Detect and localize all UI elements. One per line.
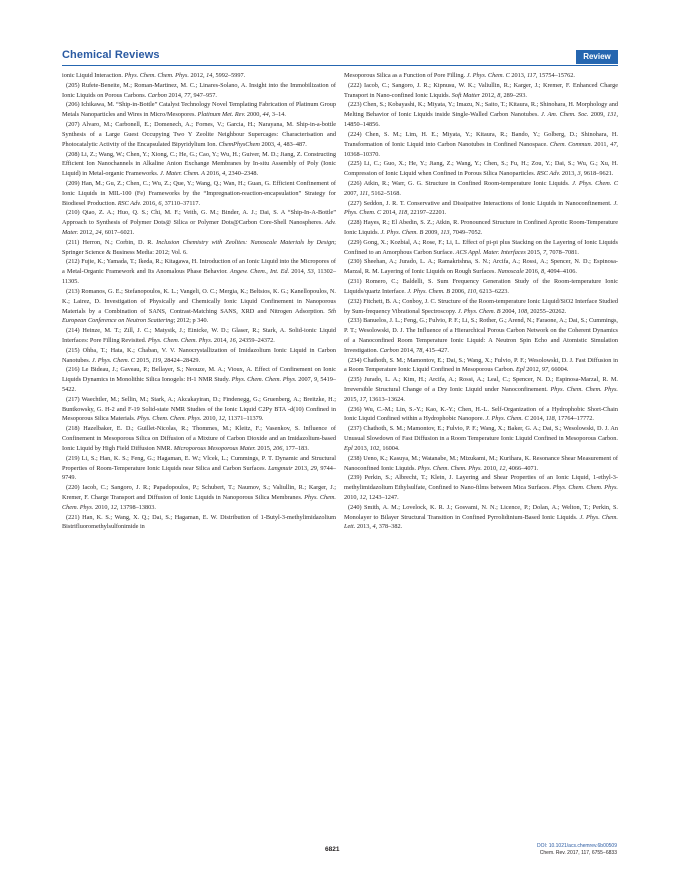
reference-volume: 113, [440, 229, 452, 236]
reference-text: (206) Ichikawa, M. “Ship-in-Bottle” Catalyst Technology Novel Templating Fabrication of Platinum Group Metals Nanoparticles and Wires in Micro/Mesopores. [62, 101, 336, 119]
reference-year: 2014, [381, 209, 399, 217]
reference-text: (208) Li, Z.; Wang, W.; Chen, Y.; Xiong, C.; He, G.; Cao, Y.; Wu, H.; Guiver, M. D.; Jiang, Z. Constructing Efficient Ion Nanochannels in Alkaline Anion Exchange Membranes by In-situ Assembly of Poly (Ionic Liquid) in Metal-organic Frameworks. [62, 150, 336, 178]
reference-text: (219) Li, S.; Han, K. S.; Feng, G.; Hagaman, E. W.; Vlcek, L.; Cummings, P. T. Dynamic and Structural Properties of Room-Temperature Ionic Liquids near Silica and Carbon Surfaces. [62, 454, 336, 472]
reference-journal: Phys. Chem. Chem. Phys. [147, 336, 213, 344]
reference-year: 2016, [141, 199, 159, 207]
reference-year: 2013, [509, 72, 527, 79]
page-number: 6821 [325, 846, 340, 853]
reference-text: (207) Alvaro, M.; Carbonell, E.; Domenech, A.; Fornes, V.; Garcia, H.; Narayana, M. Ship-in-a-bottle Synthesis of a Large Guest Occupying Two Y Zeolite Neighbour Supercages: Characterisation and Photocatalytic Activity of the Encapsulated Bipyridylium Ion. [62, 121, 336, 148]
reference-entry [344, 100, 618, 129]
reference-volume: 206, [273, 444, 284, 452]
reference-journal: J. Phys. Chem. B [457, 307, 501, 315]
reference-year: 2014, [398, 346, 417, 354]
reference-journal: J. Phys. Chem. B [380, 229, 424, 236]
reference-year: 2014, [528, 415, 546, 423]
reference-volume: 14, [206, 72, 214, 79]
reference-volume: 24, [95, 229, 104, 236]
reference-volume: 53, [307, 268, 316, 276]
reference-text: (229) Gong, X.; Kozbial, A.; Rose, F.; Li, L. Effect of pi-pi plus Stacking on the Layering of Ionic Liquids Confined to an Amorphous Carbon Surface. [344, 238, 618, 256]
reference-volume: 131, [607, 111, 618, 119]
reference-entry [344, 277, 618, 297]
reference-entry [344, 316, 618, 355]
reference-journal: RSC Adv. [536, 170, 561, 178]
reference-pages: 11302–11305. [62, 268, 336, 286]
reference-journal: Phys. Chem. Chem. Phys. [137, 415, 202, 423]
reference-text: (215) Ohba, T.; Hata, K.; Chaban, V. V. Nanocrystallization of Imidazolium Ionic Liquid in Carbon Nanotubes. [62, 346, 336, 364]
doi-link[interactable]: DOI: 10.1021/acs.chemrev.6b00509 [537, 843, 617, 849]
journal-citation: Chem. Rev. 2017, 117, 6755−6833 [539, 850, 617, 856]
reference-year: 2015, [255, 444, 274, 452]
reference-journal: Phys. Chem. Chem. Phys. [552, 484, 618, 492]
reference-text: (227) Seddon, J. R. T. Conservative and Dissipative Interactions of Ionic Liquids in Nanoconfinement. [348, 199, 614, 207]
reference-volume: 47, [610, 140, 618, 148]
reference-journal: Phys. Chem. Chem. Phys. [62, 493, 336, 511]
reference-volume: 12, [218, 415, 227, 423]
reference-pages: 5419–5422. [62, 376, 337, 393]
reference-journal: Carbon [147, 91, 167, 99]
reference-pages: 6213–6223. [477, 287, 509, 295]
reference-entry [344, 297, 618, 317]
reference-volume: 78, [416, 346, 424, 354]
reference-year: 2014, [212, 336, 230, 344]
reference-year: 2012, [78, 229, 96, 236]
reference-entry [62, 395, 336, 424]
reference-journal: RSC Adv. [117, 199, 142, 207]
reference-journal: J. Phys. Chem. Lett. [344, 513, 618, 531]
reference-text: (233) Banuelos, J. L.; Feng, G.; Fulvio, P. F.; Li, S.; Rother, G.; Arend, N.; Faraone, A.; Dai, S.; Cummings, P. T.; Wesolowski, D. J. The Influence of a Hierarchical Porous Carbon Network on the Coherent Dynamics of a Nanoconfined Room Temperature Ionic Liquid: A Neutron Spin Echo and Atomistic Simulation Investigation. [344, 317, 618, 354]
reference-entry [62, 483, 336, 512]
reference-year: 2014, [166, 91, 185, 99]
reference-pages: 4066–4071. [507, 464, 539, 472]
reference-journal: Chem. Commun. [549, 140, 593, 148]
reference-entry [62, 120, 336, 149]
reference-journal: Platinum Met. Rev. [197, 111, 246, 119]
reference-text: (231) Romero, C.; Baldelli, S. Sum Frequency Generation Study of the Room-temperature Ionic Liquids/quartz Interface. [344, 278, 618, 295]
reference-pages: 28424–28429. [162, 356, 201, 364]
reference-text: (239) Perkin, S.; Albrecht, T.; Klein, J. Layering and Shear Properties of an Ionic Liquid, 1-ethyl-3-methylimidazolium Ethylsulfate, Confined to Nano-films between Mica Surfaces. [344, 474, 618, 492]
left-column [62, 71, 336, 532]
reference-text: (211) Herron, N.; Corbin, D. R. [66, 238, 157, 246]
reference-pages: 22197–22201. [408, 209, 447, 217]
reference-pages: 9618–9621. [582, 170, 614, 178]
reference-text: (213) Romanos, G. E.; Stefanopoulos, K. L.; Vangeli, O. C.; Mergia, K.; Beltsios, K. G.; Kanellopoulos, N. K.; Lairez, D. Investigation of Physically and Chemically Ionic Liquid Confinement in Nanoporous Materials by a Combination of SANS, Contrast-Matching SANS, XRD and Nitrogen Adsorption. [62, 287, 336, 315]
reference-volume: 110, [467, 287, 478, 295]
reference-volume: 111, [359, 189, 370, 197]
reference-entry [344, 81, 618, 101]
reference-year: 2013, [292, 464, 311, 472]
reference-year: 2012, [524, 366, 542, 374]
reference-journal: Angew. Chem., Int. Ed. [229, 268, 290, 276]
reference-volume: 12, [110, 503, 119, 511]
reference-text: (220) Iacob, C.; Sangoro, J. R.; Papadopoulos, P.; Schubert, T.; Naumov, S.; Valiullin, R.; Karger, J.; Kremer, F. Charge Transport and Diffusion of Ionic Liquids in Nanoporous Silica Membranes. [62, 484, 336, 501]
reference-volume: 12, [359, 493, 368, 501]
reference-pages: 2340–2348. [226, 170, 259, 178]
reference-text: (234) Chathoth, S. M.; Mamontov, E.; Dai, S.; Wang, X.; Fulvio, P. F.; Wesolowski, D. J. Fast Diffusion in a Room Temperature Ionic Liquid Confined in Mesoporous Carbon. [344, 356, 618, 374]
reference-text: (210) Qiao, Z. A.; Huo, Q. S.; Chi, M. F.; Veith, G. M.; Binder, A. J.; Dai, S. A “Ship-In-A-Bottle” Approach to Synthesis of Polymer Dots@ Silica or Polymer Dots@Carbon Core-Shell Nanospheres. [62, 209, 336, 227]
reference-text: (226) Atkin, R.; Warr, G. G. Structure in Confined Room-temperature Ionic Liquids. [348, 179, 573, 187]
reference-journal: Microporous Mesoporous Mater. [173, 444, 256, 452]
reference-pages: 7078–7081. [547, 248, 579, 256]
reference-volume: 97, [541, 366, 550, 374]
reference-year: 2003, [259, 140, 278, 148]
reference-year: 2006, [450, 287, 468, 295]
reference-entry [344, 405, 618, 425]
reference-entry [62, 150, 336, 179]
reference-entry [62, 238, 336, 258]
reference-entry [62, 513, 336, 533]
reference-year: 2015, [344, 395, 360, 403]
reference-entry [344, 375, 618, 404]
journal-title: Chemical Reviews [62, 49, 160, 61]
reference-journal: J. Phys. Chem. B [407, 287, 451, 295]
reference-entry [344, 454, 618, 474]
reference-volume: 77, [184, 91, 192, 99]
reference-text: (240) Smith, A. M.; Lovelock, K. R. J.; Gosvami, N. N.; Licence, P.; Dolan, A.; Welton, T.; Perkin, S. Monolayer to Bilayer Structural Transition in Confined Pyrrolidinium-Based Ionic Liquids. [344, 503, 618, 521]
reference-volume: 16, [229, 336, 238, 344]
reference-volume: 118, [398, 209, 409, 217]
reference-journal: 5th European Conference on Neutron Scattering [62, 307, 336, 325]
reference-text: (223) Chen, S.; Kobayashi, K.; Miyata, Y.; Imazu, N.; Saito, T.; Kitaura, R.; Shinohara, H. Morphology and Melting Behavior of Ionic Liquids inside Single-Walled Carbon Nanotubes. [344, 101, 618, 119]
reference-year: 2010, [93, 503, 111, 511]
reference-pages: 5162–5168. [369, 189, 401, 197]
reference-pages: 415–427. [423, 346, 449, 354]
reference-text: (236) Wu, C.-M.; Lin, S.-Y.; Kao, K.-Y.; Chen, H.-L. Self-Organization of a Hydrophobic Short-Chain Ionic Liquid Confined within a Hydrophobic Nanopore. [344, 405, 618, 423]
reference-journal: Epl [344, 444, 353, 452]
reference-year: 2016, [523, 268, 542, 276]
reference-pages: 37110–37117. [163, 199, 201, 207]
reference-pages: 14850–14856. [344, 121, 380, 129]
reference-volume: 102, [369, 444, 381, 452]
reference-text: (224) Chen, S. M.; Lim, H. E.; Miyata, Y.; Kitaura, R.; Bando, Y.; Golberg, D.; Shinohara, H. Transformation of Ionic Liquid into Carbon Nanotubes in Confined Nanospace. [344, 130, 618, 148]
reference-year: 2011, [592, 140, 611, 148]
reference-journal: Epl [516, 366, 525, 374]
reference-pages: 20255–20262. [528, 307, 567, 315]
reference-text: (212) Fujie, K.; Yamada, T.; Ikeda, R.; Kitagawa, H. Introduction of an Ionic Liquid into the Micropores of a Metal-Organic Framework and Its Anomalous Phase Behavior. [62, 258, 336, 276]
reference-year: ; 2012; p 340. [173, 317, 209, 325]
reference-entry [62, 424, 336, 453]
reference-pages: 24359–24372. [237, 336, 275, 344]
reference-entry [344, 238, 618, 258]
reference-journal: Adv. Mater. [62, 219, 336, 236]
reference-volume: 108, [517, 307, 529, 315]
reference-text: (232) Fitchett, B. A.; Conboy, J. C. Structure of the Room-temperature Ionic Liquid/SiO2 Interface Studied by Sum-frequency Vibrational Spectroscopy. [344, 297, 618, 315]
reference-pages: 17764–17772. [556, 415, 594, 423]
reference-volume: 9, [313, 376, 319, 384]
footer-citation [537, 843, 617, 857]
reference-entry [62, 71, 336, 81]
reference-entry [344, 218, 618, 238]
reference-year: 2013, [560, 170, 578, 178]
reference-entry [344, 199, 618, 219]
reference-volume: 44, [262, 111, 271, 119]
reference-pages: 13613–13624. [367, 395, 405, 403]
reference-year: 2007, [296, 376, 314, 384]
reference-text: Mesoporous Silica as a Function of Pore Filling. [344, 72, 467, 79]
reference-journal: J. Mater. Chem. A [159, 170, 205, 178]
reference-pages: 483–487. [281, 140, 307, 148]
reference-pages: 289–293. [501, 91, 527, 99]
reference-pages: 378–382. [377, 523, 403, 531]
reference-pages: 7049–7052. [451, 229, 483, 236]
reference-entry [62, 257, 336, 286]
reference-journal: J. Phys. Chem. C [91, 356, 135, 364]
reference-journal: Phys. Chem. Chem. Phys. [417, 464, 482, 472]
reference-text: (230) Sheehan, A.; Jurado, L. A.; Ramakrishna, S. N.; Arcifa, A.; Rossi, A.; Spencer, N. D.; Espinosa-Marzal, R. M. Layering of Ionic Liquids on Rough Surfaces. [344, 258, 618, 276]
reference-journal: Langmuir [268, 464, 293, 472]
reference-year: 2013, [352, 444, 370, 452]
reference-text: (225) Li, C.; Guo, X.; He, Y.; Jiang, Z.; Wang, Y.; Chen, S.; Fu, H.; Zou, Y.; Dai, S.; Wu, G.; Xu, H. Compression of Ionic Liquid when Confined in Porous Silica Nanoparticles. [344, 160, 618, 178]
reference-volume: 4, [277, 140, 282, 148]
reference-year: 2010, [201, 415, 219, 423]
reference-year: 2009, [423, 229, 441, 236]
reference-text: (228) Hayes, R.; El Abedin, S. Z.; Atkin, R. Pronounced Structure in Confined Aprotic Room-Temperature Ionic Liquids. [344, 219, 618, 236]
reference-text: (214) Heinze, M. T.; Zill, J. C.; Matysik, J.; Einicke, W. D.; Glaser, R.; Stark, A. Solid-ionic Liquid Interfaces: Pore Filling Revisited. [62, 327, 336, 344]
reference-year: 2012, [480, 91, 498, 99]
reference-entry [62, 287, 336, 326]
reference-year: 2012, [188, 72, 207, 79]
reference-entry [62, 454, 336, 483]
reference-pages: 6017–6021. [103, 229, 135, 236]
reference-text: ionic Liquid Interaction. [62, 72, 125, 79]
reference-volume: 118, [545, 415, 557, 423]
reference-entry [62, 346, 336, 366]
reference-volume: 29, [310, 464, 319, 472]
reference-journal: J. Phys. Chem. C [466, 72, 510, 79]
reference-entry [344, 179, 618, 199]
reference-pages: 13798–13803. [118, 503, 156, 511]
reference-volume: 17, [359, 395, 368, 403]
reference-pages: 11371–11379. [226, 415, 264, 423]
reference-volume: 4, [372, 523, 378, 531]
reference-pages: 66004. [549, 366, 569, 374]
reference-year: 2007, [344, 189, 360, 197]
reference-year: 2015, [134, 356, 153, 364]
reference-year: 2016, [204, 170, 223, 178]
reference-year: 2010, [344, 493, 360, 501]
reference-entry [344, 473, 618, 502]
reference-text: (238) Ueno, K.; Kasuya, M.; Watanabe, M.; Mizukami, M.; Kurihara, K. Resonance Shear Measurement of Nanoconfined Ionic Liquids. [344, 454, 618, 472]
reference-journal: J. Phys. Chem. C [572, 179, 618, 187]
reference-journal: J. Am. Chem. Soc. [541, 111, 589, 119]
reference-volume: 12, [499, 464, 507, 472]
reference-journal: Inclusion Chemistry with Zeolites: Nanoscale Materials by Design [156, 238, 335, 246]
reference-pages: 10368–10370. [344, 150, 380, 158]
reference-entry [62, 365, 336, 394]
reference-text: (218) Hazelbaker, E. D.; Guillet-Nicolas, R.; Thommes, M.; Kleitz, F.; Vasenkov, S. Influence of Confinement in Mesoporous Silica on Diffusion of a Mixture of Carbon Dioxide and an Imidazolium-based Ionic Liquid by High Field Diffusion NMR. [62, 425, 336, 452]
reference-entry [62, 81, 336, 101]
reference-pages: 947–957. [191, 91, 217, 99]
reference-volume: 7, [543, 248, 548, 256]
reference-journal: Nanoscale [497, 268, 524, 276]
reference-entry [62, 326, 336, 346]
reference-pages: 3–14. [270, 111, 286, 119]
reference-text: (235) Jurado, L. A.; Kim, H.; Arcifa, A.; Rossi, A.; Leal, C.; Spencer, N. D.; Espinosa-Marzal, R. M. Irreversible Structural Change of a Dry Ionic Liquid under Nanoconfinement. [344, 376, 618, 393]
reference-journal: ChemPhysChem [218, 140, 260, 148]
reference-year: 2013, [355, 523, 373, 531]
reference-journal: Phys. Chem. Chem. Phys. [231, 376, 297, 384]
reference-pages: 4094–4106. [545, 268, 577, 276]
reference-year: 2000, [245, 111, 263, 119]
reference-entry [62, 100, 336, 120]
reference-journal: ACS Appl. Mater. Interfaces [455, 248, 526, 256]
right-column [344, 71, 618, 532]
reference-volume: 6, [158, 199, 163, 207]
reference-volume: 119, [152, 356, 163, 364]
reference-journal: J. Phys. Chem. C [344, 199, 618, 217]
reference-journal: Soft Matter [451, 91, 481, 99]
reference-year: 2004, [500, 307, 518, 315]
reference-pages: 1243–1247. [367, 493, 399, 501]
reference-pages: 177–183. [283, 444, 309, 452]
reference-journal: Carbon [379, 346, 399, 354]
reference-text: (216) Le Bideau, J.; Gaveau, P.; Bellayer, S.; Neouze, M. A.; Vioux, A. Effect of Confinement on Ionic Liquids Dynamics in Monolithic Silica Ionogels: H-1 NMR Study. [62, 366, 336, 384]
reference-volume: 8, [541, 268, 546, 276]
review-badge: Review [576, 50, 618, 64]
reference-entry [62, 179, 336, 208]
reference-entry [344, 503, 618, 532]
reference-journal: J. Phys. Chem. C [485, 415, 529, 423]
reference-pages: 16004. [380, 444, 400, 452]
reference-journal: Phys. Chem. Chem. Phys. [550, 386, 618, 393]
reference-entry [344, 130, 618, 159]
reference-text: (222) Iacob, C.; Sangoro, J. R.; Kipnusu, W. K.; Valiullin, R.; Karger, J.; Kremer, F. Enhanced Charge Transport in Nano-confined Ionic Liquids. [344, 81, 618, 99]
reference-year: 2014, [289, 268, 308, 276]
reference-year: ; Springer Science & Business Media: 2012; Vol. 6. [62, 238, 336, 256]
reference-entry [344, 159, 618, 179]
reference-volume: 4, [222, 170, 227, 178]
reference-entry [344, 71, 618, 81]
reference-text: (205) Rufete-Beneite, M.; Roman-Martinez, M. C.; Linares-Solano, A. Insight into the Immobilization of Ionic Liquids on Porous Carbons. [62, 81, 336, 99]
reference-text: (217) Waechtler, M.; Sellin, M.; Stark, A.; Akcakayiran, D.; Findenegg, G.; Gruenberg, A.; Breitzke, H.; Buntkowsky, G. H-2 and F-19 Solid-state NMR Studies of the Ionic Liquid C2Py BTA -d(10) Confined in Mesoporous Silica Materials. [62, 395, 336, 423]
reference-text: (221) Han, K. S.; Wang, X. Q.; Dai, S.; Hagaman, E. W. Distribution of 1-Butyl-3-methylimidazolium Bistrifluoromethylsulfonimide in [62, 513, 336, 531]
reference-volume: 117, [527, 72, 538, 79]
reference-volume: 8, [497, 91, 502, 99]
reference-pages: 5992–5997. [213, 72, 246, 79]
reference-journal: Phys. Chem. Chem. Phys. [124, 72, 189, 79]
reference-year: 2010, [482, 464, 500, 472]
reference-pages: 9744–9749. [62, 464, 336, 482]
reference-year: 2009, [588, 111, 608, 119]
reference-entry [62, 208, 336, 237]
reference-entry [344, 424, 618, 453]
reference-entry [344, 356, 618, 376]
header-rule [62, 65, 618, 66]
reference-entry [344, 257, 618, 277]
reference-volume: 3, [577, 170, 583, 178]
reference-pages: 15754–15762. [537, 72, 575, 79]
reference-year: 2015, [525, 248, 543, 256]
reference-text: (237) Chathoth, S. M.; Mamontov, E.; Fulvio, P. F.; Wang, X.; Baker, G. A.; Dai, S.; Wesolowski, D. J. An Unusual Slowdown of Fast Diffusion in a Room Temperature Ionic Liquid Confined in Mesoporous Carbon. [344, 425, 618, 443]
reference-text: (209) Han, M.; Gu, Z.; Chen, C.; Wu, Z.; Que, Y.; Wang, Q.; Wan, H.; Guan, G. Efficient Confinement of Ionic Liquids in MIL-100 (Fe) Frameworks by the “Impregnation-reaction-encapsulation” Strategy for Biodiesel Production. [62, 179, 336, 207]
